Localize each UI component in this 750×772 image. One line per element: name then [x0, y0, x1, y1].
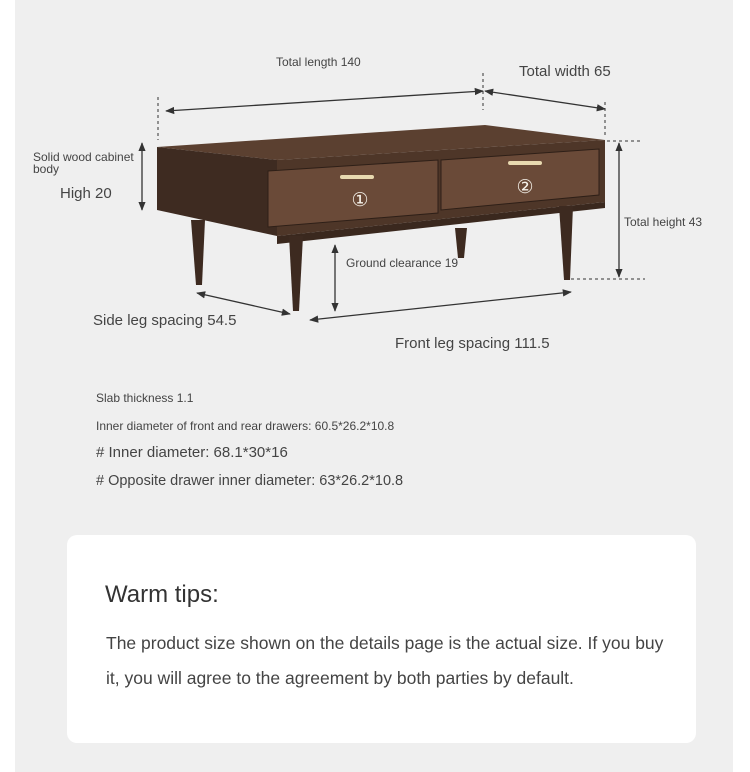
drawer-2-number: ② [516, 176, 534, 198]
total-width-label: Total width 65 [519, 63, 611, 80]
high-label: High 20 [60, 185, 112, 202]
leg-front-right [559, 206, 573, 280]
leg-front-left [289, 236, 303, 311]
warm-tips-body: The product size shown on the details page is the actual size. If you buy it, you will agree to the agreement by both parties by default. [106, 633, 664, 688]
opposite-drawer-spec: # Opposite drawer inner diameter: 63*26.2*10.8 [96, 473, 404, 489]
total-length-label: Total length 140 [276, 55, 361, 69]
drawer-1-number: ① [351, 189, 369, 211]
front-leg-spacing-label: Front leg spacing 111.5 [395, 335, 550, 352]
drawer-1-handle [340, 175, 374, 179]
front-leg-arrow [310, 292, 571, 320]
ground-clearance-label: Ground clearance 19 [346, 256, 459, 270]
page [15, 0, 733, 772]
warm-tips-title: Warm tips: [105, 581, 219, 608]
leg-front-left-side [191, 220, 205, 285]
inner-diameter-spec: # Inner diameter: 68.1*30*16 [96, 444, 288, 461]
table-left-side [157, 147, 277, 236]
drawer-2-handle [508, 161, 542, 165]
slab-thickness: Slab thickness 1.1 [96, 391, 194, 405]
total-height-label: Total height 43 [624, 215, 703, 229]
side-leg-arrow [197, 293, 290, 314]
side-leg-spacing-label: Side leg spacing 54.5 [93, 312, 237, 329]
front-rear-drawers-spec: Inner diameter of front and rear drawers: 60.5*26.2*10.8 [96, 419, 395, 433]
back-leg-right [455, 228, 467, 258]
warm-tips-card [67, 535, 696, 743]
length-arrow [166, 91, 483, 111]
width-arrow [485, 91, 605, 109]
cabinet-body-label: Solid wood cabinet body [33, 150, 134, 176]
